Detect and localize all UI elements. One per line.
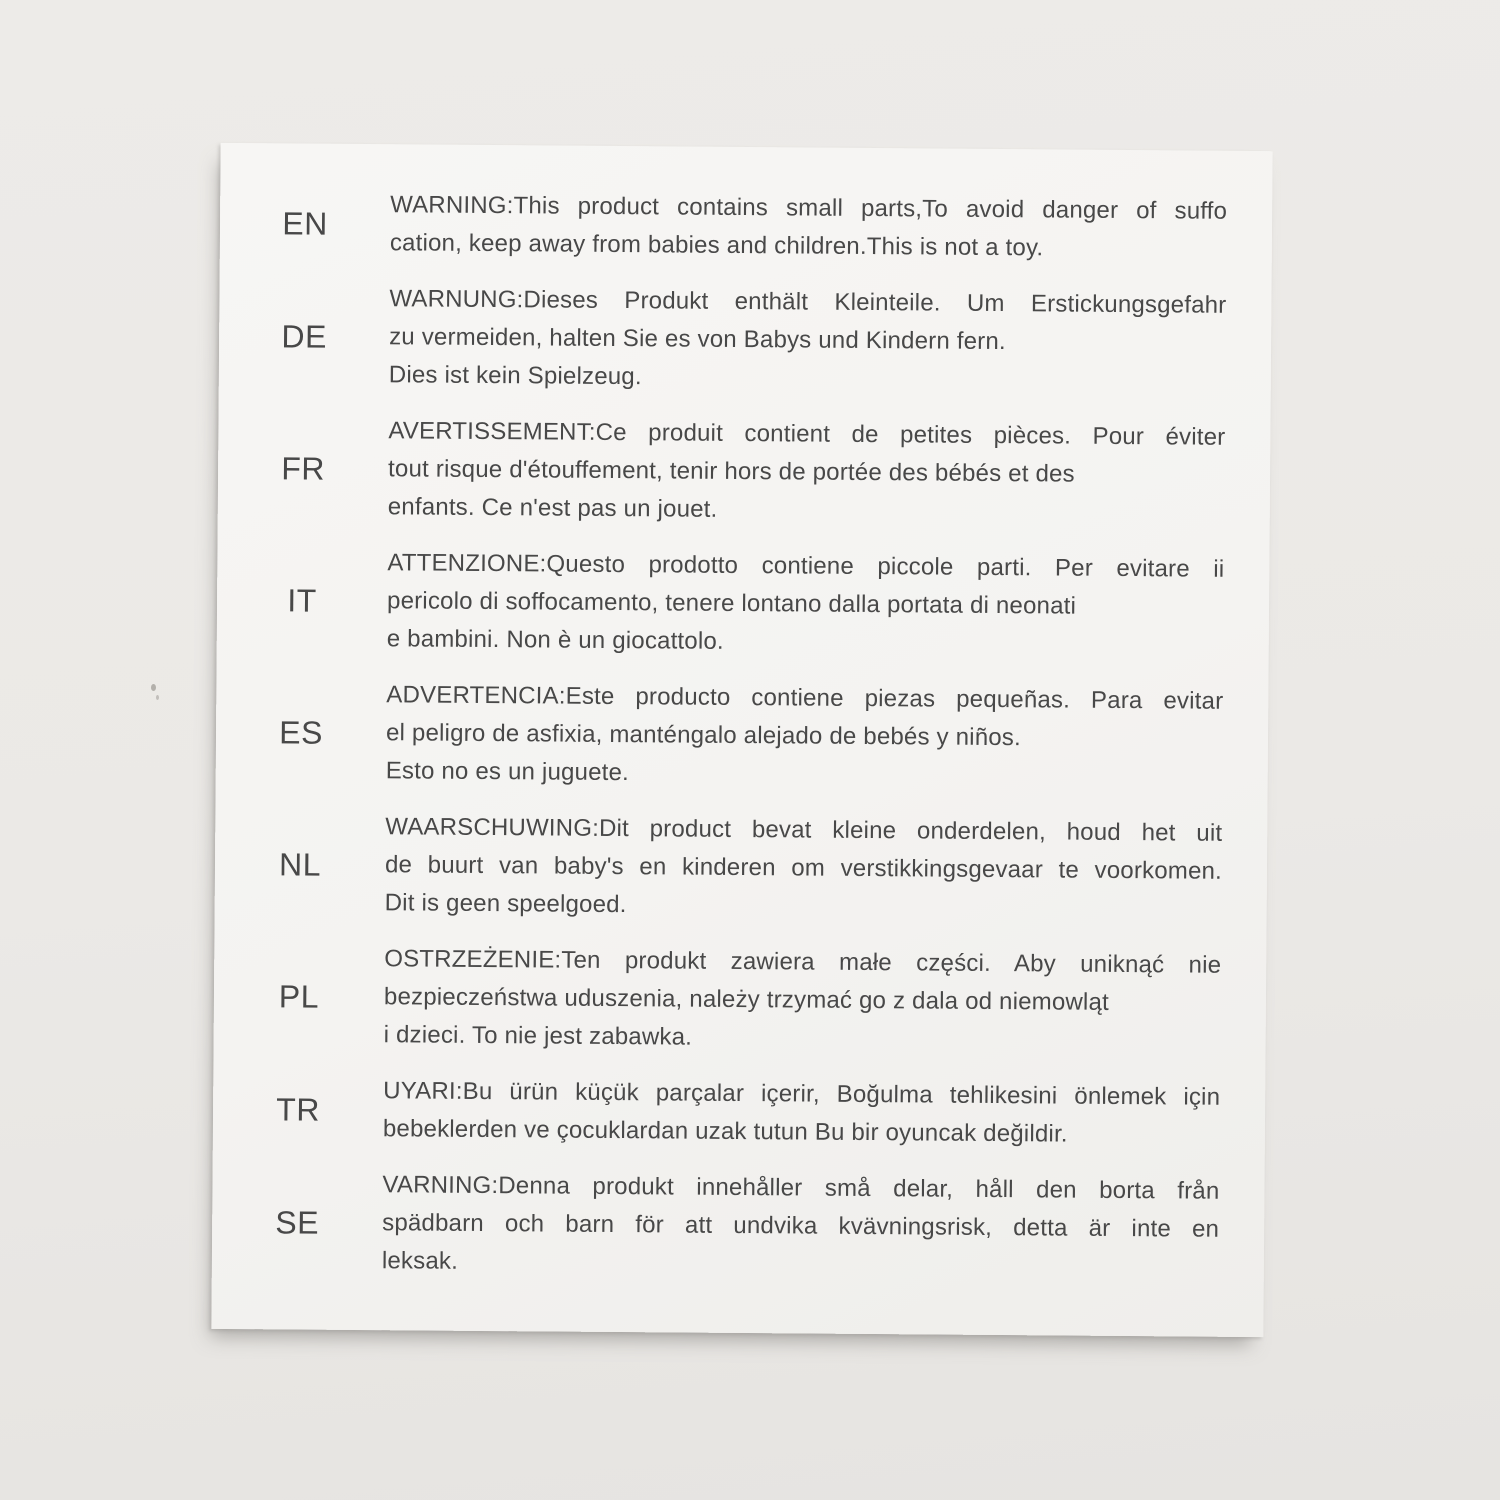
- language-code: ES: [279, 713, 324, 751]
- warning-line: pericolo di soffocamento, tenere lontano dalla portata di neonati: [386, 587, 1077, 620]
- warning-text: [389, 280, 1227, 401]
- language-code: DE: [281, 317, 328, 355]
- warning-line: leksak.: [381, 1247, 459, 1275]
- language-section: [216, 675, 1224, 797]
- warning-line: cation, keep away from babies and children.This is not a toy.: [389, 229, 1044, 262]
- language-sections: [212, 185, 1228, 1287]
- warning-line: UYARI:Bu ürün küçük parçalar içerir, Boğulma tehlikesini önlemek için: [383, 1077, 1221, 1111]
- warning-line: de buurt van baby's en kinderen om verstikkingsgevaar te voorkomen.: [384, 851, 1223, 885]
- warning-line: VARNING:Denna produkt innehåller små delar, håll den borta från: [382, 1171, 1220, 1205]
- language-section: [212, 1165, 1220, 1287]
- warning-text: [388, 412, 1226, 533]
- warning-label-paper: [211, 143, 1272, 1337]
- language-code: IT: [287, 581, 317, 619]
- warning-line: el peligro de asfixia, manténgalo alejado de bebés y niños.: [385, 719, 1022, 752]
- warning-line: bebeklerden ve çocuklardan uzak tutun Bu bir oyuncak değildir.: [382, 1115, 1068, 1148]
- language-code: PL: [278, 977, 320, 1015]
- warning-line: spädbarn och barn för att undvika kvävningsrisk, detta är inte en: [382, 1209, 1220, 1243]
- dust-speck: [151, 684, 156, 691]
- warning-text: [382, 1166, 1220, 1287]
- language-section: [218, 411, 1226, 533]
- language-section: [215, 807, 1223, 929]
- warning-line: WARNING:This product contains small parts,To avoid danger of suffo: [390, 191, 1228, 225]
- warning-line: tout risque d'étouffement, tenir hors de portée des bébés et des: [388, 455, 1075, 488]
- warning-line: zu vermeiden, halten Sie es von Babys und Kindern fern.: [389, 323, 1006, 356]
- language-code: EN: [282, 204, 328, 242]
- language-section: [213, 1071, 1221, 1155]
- warning-line: i dzieci. To nie jest zabawka.: [383, 1021, 693, 1051]
- warning-line: Dies ist kein Spielzeug.: [388, 361, 642, 391]
- warning-text: [386, 676, 1224, 797]
- warning-line: e bambini. Non è un giocattolo.: [386, 625, 724, 655]
- language-code: NL: [278, 845, 322, 883]
- warning-line: WARNUNG:Dieses Produkt enthält Kleinteile. Um Erstickungsgefahr: [389, 285, 1227, 319]
- language-section: [220, 185, 1228, 269]
- warning-text: [383, 1072, 1221, 1155]
- warning-line: bezpieczeństwa uduszenia, należy trzymać go z dala od niemowląt: [383, 983, 1110, 1016]
- warning-line: Dit is geen speelgoed.: [384, 889, 627, 919]
- warning-text: [385, 808, 1223, 929]
- language-code: SE: [275, 1203, 320, 1241]
- warning-line: OSTRZEŻENIE:Ten produkt zawiera małe części. Aby uniknąć nie: [384, 945, 1222, 979]
- warning-line: ATTENZIONE:Questo prodotto contiene piccole parti. Per evitare ii: [387, 549, 1225, 583]
- language-code: TR: [276, 1090, 321, 1128]
- warning-text: [390, 186, 1228, 269]
- language-section: [219, 279, 1227, 401]
- language-code: FR: [281, 449, 326, 487]
- warning-line: Esto no es un juguete.: [385, 757, 630, 787]
- warning-line: WAARSCHUWING:Dit product bevat kleine onderdelen, houd het uit: [385, 813, 1223, 847]
- warning-text: [384, 940, 1222, 1061]
- warning-line: enfants. Ce n'est pas un jouet.: [387, 493, 718, 523]
- language-section: [214, 939, 1222, 1061]
- warning-line: AVERTISSEMENT:Ce produit contient de petites pièces. Pour éviter: [388, 417, 1226, 451]
- warning-text: [387, 544, 1225, 665]
- warning-line: ADVERTENCIA:Este producto contiene piezas pequeñas. Para evitar: [386, 681, 1224, 715]
- language-section: [217, 543, 1225, 665]
